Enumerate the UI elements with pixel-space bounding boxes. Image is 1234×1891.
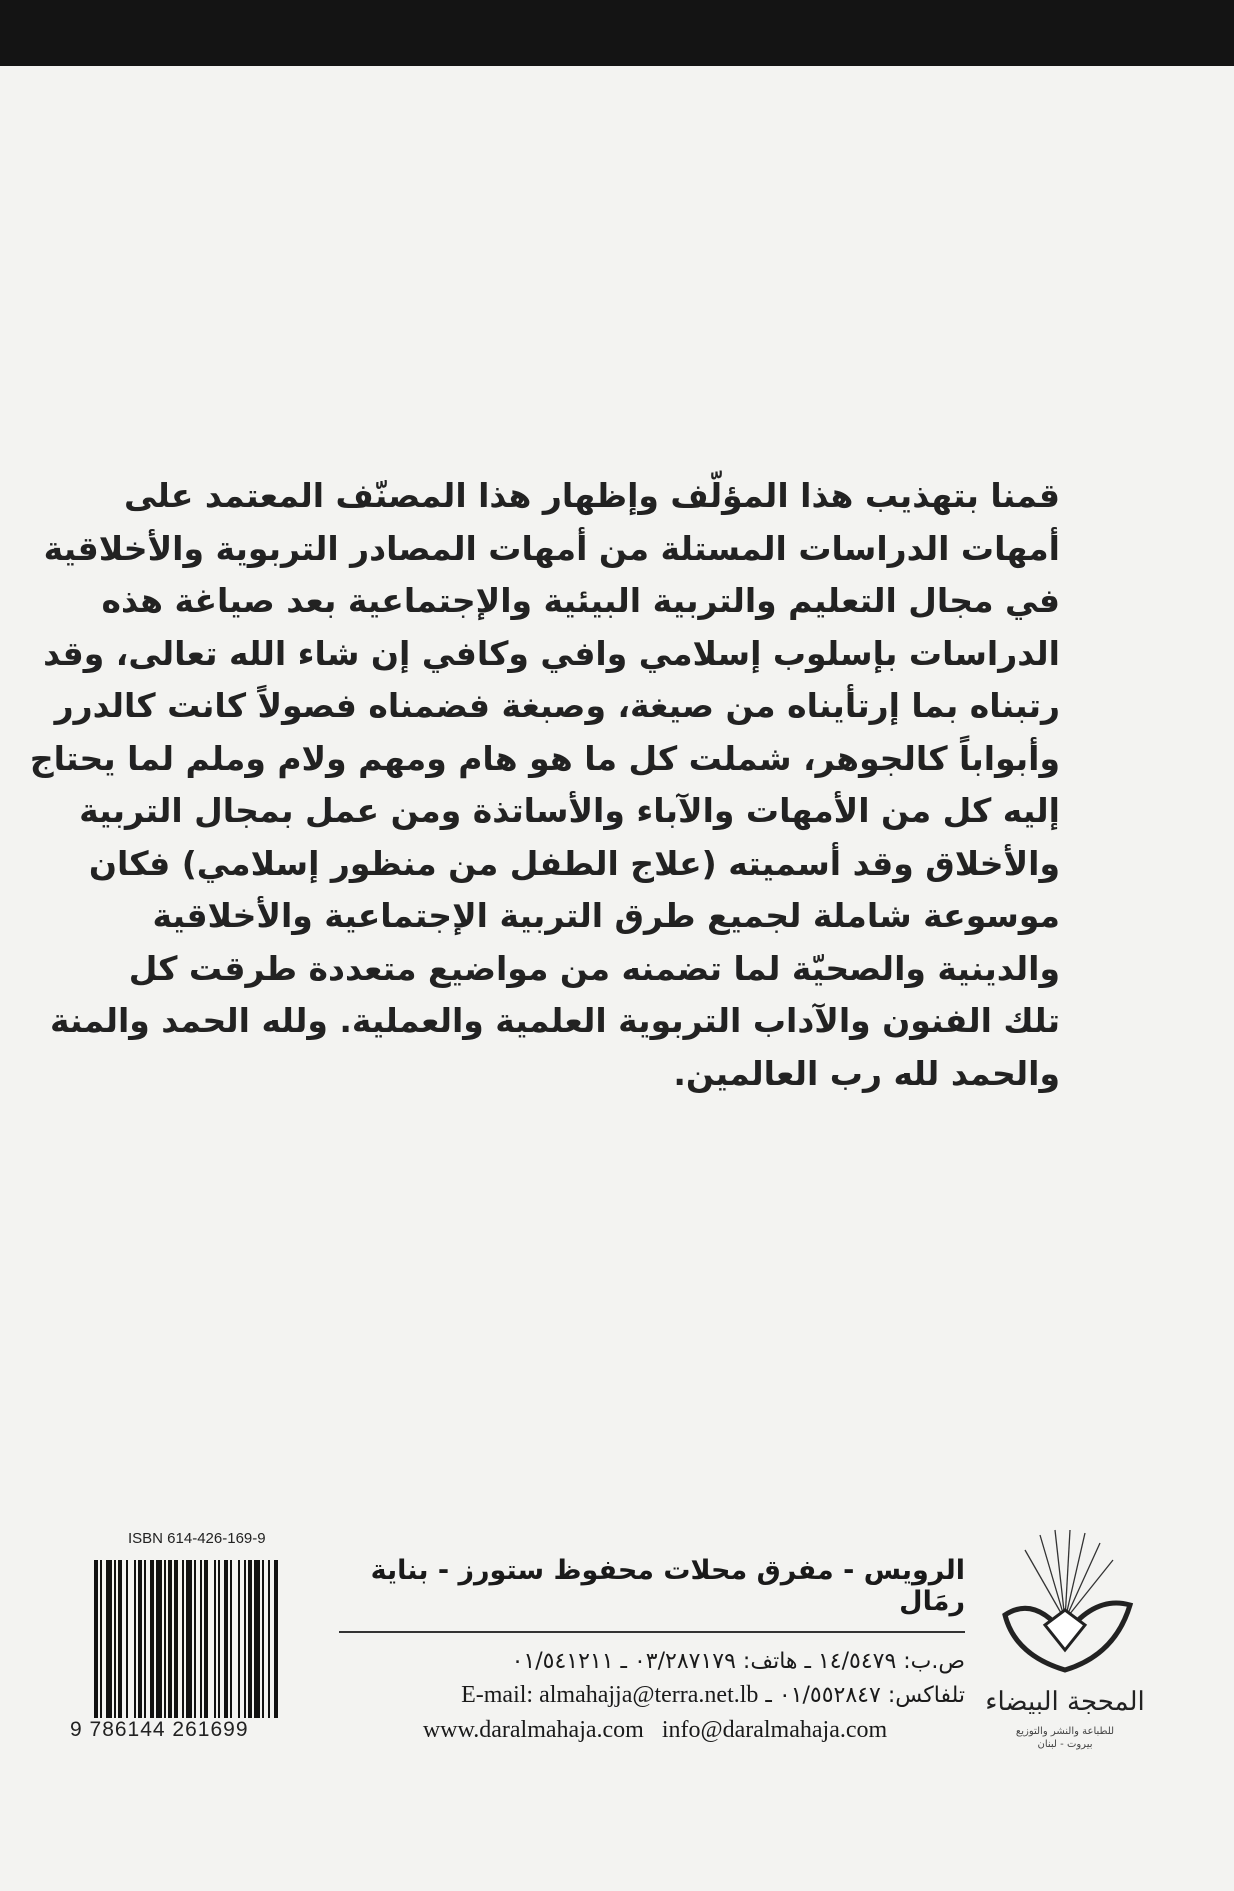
barcode-bar <box>168 1560 172 1718</box>
barcode-bar <box>126 1560 128 1718</box>
barcode-bar <box>134 1560 136 1718</box>
barcode-bar <box>186 1560 192 1718</box>
fax-email-line <box>325 1682 985 1709</box>
back-cover-blurb <box>29 470 1060 1100</box>
barcode-bar <box>244 1560 246 1718</box>
barcode-bar <box>182 1560 184 1718</box>
barcode-bar <box>224 1560 228 1718</box>
blurb-line: والدينية والصحيّة لما تضمنه من مواضيع متعددة طرقت كل <box>128 948 1060 988</box>
blurb-line: تلك الفنون والآداب التربوية العلمية والعملية. ولله الحمد والمنة <box>49 1001 1060 1040</box>
logo-location-text: بيروت - لبنان <box>1037 1739 1093 1750</box>
barcode-bar <box>144 1560 146 1718</box>
isbn-label: ISBN 614-426-169-9 <box>128 1530 266 1547</box>
divider <box>339 1631 965 1633</box>
blurb-line: موسوعة شاملة لجميع طرق التربية الإجتماعية والأخلاقية <box>152 896 1060 935</box>
web-line <box>325 1717 985 1744</box>
barcode-bar <box>204 1560 208 1718</box>
barcode-bar <box>268 1560 270 1718</box>
barcode-bar <box>156 1560 162 1718</box>
barcode-bar <box>164 1560 166 1718</box>
barcode-bar <box>254 1560 260 1718</box>
blurb-line: وأبواباً كالجوهر، شملت كل ما هو هام ومهم ولام وملم لما يحتاج <box>29 738 1060 778</box>
logo-subtitle <box>1005 1725 1125 1751</box>
blurb-line: أمهات الدراسات المستلة من أمهات المصادر التربوية والأخلاقية <box>43 528 1060 568</box>
barcode-bar <box>230 1560 232 1718</box>
website-link[interactable]: www.daralmahaja.com <box>422 1717 644 1743</box>
barcode-bar <box>238 1560 240 1718</box>
barcode-bar <box>114 1560 116 1718</box>
blurb-line: والحمد لله رب العالمين. <box>673 1053 1060 1093</box>
top-dark-band <box>0 0 1234 66</box>
publisher-contact <box>325 1555 985 1744</box>
barcode-bar <box>174 1560 178 1718</box>
barcode-bar <box>262 1560 264 1718</box>
barcode-bar <box>138 1560 142 1718</box>
fax-label: تلفاكس: ٠١/٥٥٢٨٤٧ ـ <box>765 1683 965 1708</box>
barcode-bar <box>218 1560 220 1718</box>
barcode-bar <box>248 1560 252 1718</box>
phone-line: ص.ب: ١٤/٥٤٧٩ ـ هاتف: ٠٣/٢٨٧١٧٩ ـ ٠١/٥٤١٢١١ <box>511 1649 965 1674</box>
barcode-number: 9 786144 261699 <box>70 1718 249 1741</box>
blurb-line: قمنا بتهذيب هذا المؤلّف وإظهار هذا المصنّف المعتمد على <box>124 476 1060 515</box>
info-email-link[interactable]: info@daralmahaja.com <box>661 1717 888 1743</box>
barcode-bar <box>100 1560 102 1718</box>
barcode-bar <box>118 1560 122 1718</box>
publisher-address: الرويس - مفرق محلات محفوظ ستورز - بناية رمَال <box>370 1555 965 1617</box>
barcode-bar <box>194 1560 196 1718</box>
email-address[interactable]: E-mail: almahajja@terra.net.lb <box>461 1682 759 1708</box>
barcode-bar <box>94 1560 98 1718</box>
barcode <box>92 1560 327 1725</box>
barcode-bar <box>274 1560 278 1718</box>
barcode-bar <box>214 1560 216 1718</box>
barcode-bar <box>150 1560 154 1718</box>
blurb-line: إليه كل من الأمهات والآباء والأساتذة ومن عمل بمجال التربية <box>79 791 1060 830</box>
logo-subtitle-text: للطباعة والنشر والتوزيع <box>1015 1726 1115 1737</box>
svg-text:المحجة البيضاء: المحجة البيضاء <box>985 1687 1145 1717</box>
barcode-bar <box>106 1560 112 1718</box>
blurb-line: والأخلاق وقد أسميته (علاج الطفل من منظور إسلامي) فكان <box>88 843 1060 883</box>
blurb-line: رتبناه بما إرتأيناه من صيغة، وصبغة فضمناه فصولاً كانت كالدرر <box>54 686 1060 725</box>
blurb-line: في مجال التعليم والتربية البيئية والإجتماعية بعد صياغة هذه <box>101 581 1060 620</box>
publisher-logo-icon <box>985 1525 1145 1755</box>
blurb-line: الدراسات بإسلوب إسلامي وافي وكافي إن شاء الله تعالى، وقد <box>43 633 1060 673</box>
barcode-bar <box>200 1560 202 1718</box>
